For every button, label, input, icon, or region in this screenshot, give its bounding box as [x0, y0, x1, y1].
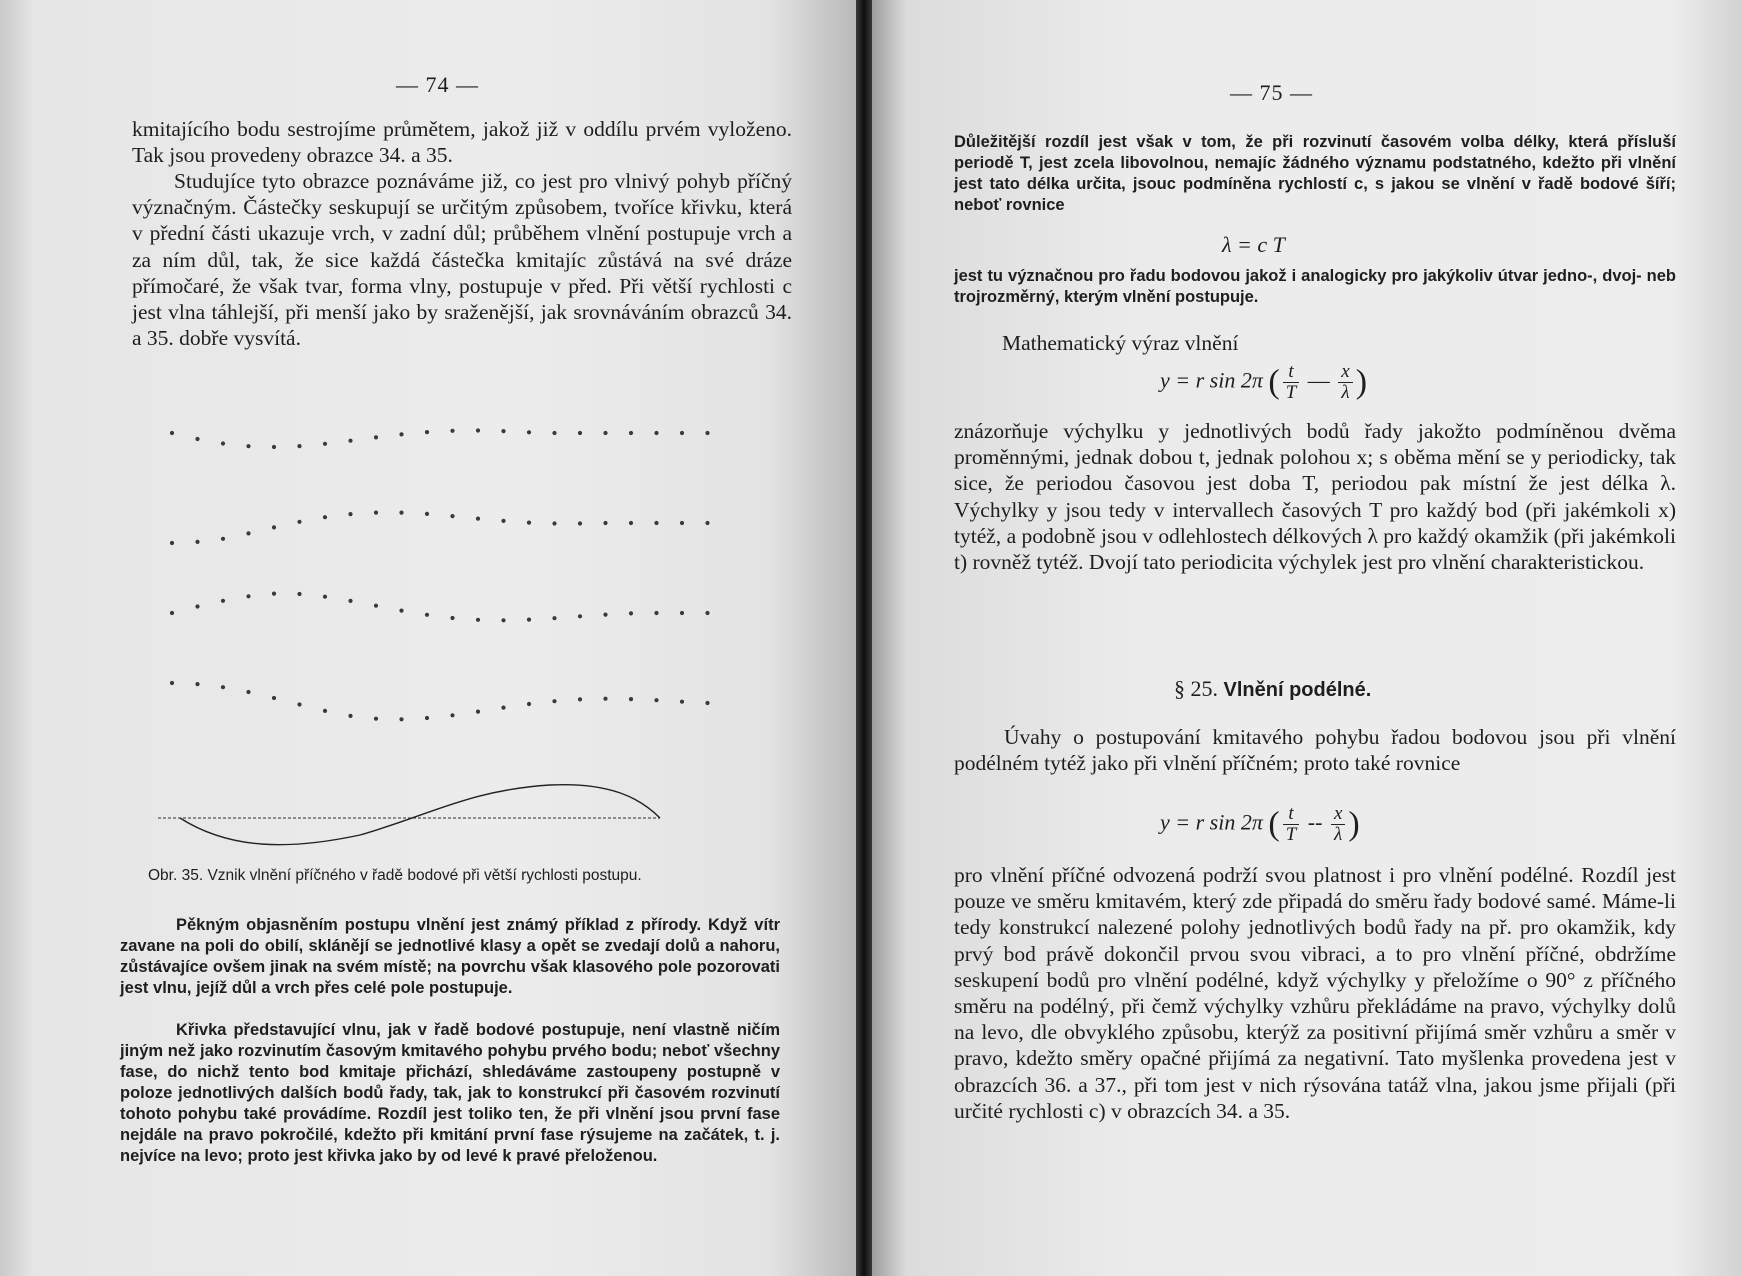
minus-sign: -- [1307, 809, 1323, 835]
wave-point [297, 592, 301, 596]
wave-point [221, 685, 225, 689]
wave-point [399, 511, 403, 515]
fraction-x-over-lambda [1338, 362, 1352, 403]
wave-point [654, 521, 658, 525]
wave-point [552, 699, 556, 703]
numerator-t: t [1283, 804, 1300, 825]
wave-point [629, 521, 633, 525]
wave-point [578, 697, 582, 701]
denominator-T: T [1285, 382, 1297, 403]
wave-point [654, 698, 658, 702]
left-paragraph-1: kmitajícího bodu sestrojíme průmětem, jakož již v oddílu prvém vyloženo. Tak jsou provedeny obrazce 34. a 35. [132, 117, 792, 168]
wave-point [272, 696, 276, 700]
wave-point [425, 716, 429, 720]
wave-point [195, 540, 199, 544]
wave-point [425, 430, 429, 434]
equation-lhs: y = r sin 2π [1160, 367, 1263, 393]
wave-point [374, 604, 378, 608]
wave-point [399, 609, 403, 613]
wave-point [221, 537, 225, 541]
wave-point [603, 697, 607, 701]
wave-point [603, 521, 607, 525]
right-paragraph-3: Mathematický výraz vlnění [1002, 331, 1239, 355]
wave-point [246, 594, 250, 598]
fraction-t-over-T [1283, 804, 1300, 845]
wave-point [246, 444, 250, 448]
figure-caption: Obr. 35. Vznik vlnění příčného v řadě bodové při větší rychlosti postupu. [148, 867, 642, 884]
wave-figure-35 [150, 410, 770, 850]
right-paragraph-1: Důležitější rozdíl jest však v tom, že při rozvinutí časovém volba délky, která přísluší periodě T, jest zcela libovolnou, nemajíc žádného významu podstatného, kdežto při vlnění jest tato délka určita, jsouc podmíněna rychlostí c, s jakou se vlnění v řadě bodové šíří; neboť rovnice [954, 133, 1676, 214]
wave-point [680, 700, 684, 704]
wave-point [680, 611, 684, 615]
right-paragraph-4: znázorňuje výchylku y jednotlivých bodů řady jakožto podmíněnou dvěma proměnnými, jednak dobou t, jednak polohou x; s oběma mění se y periodicky, tak sice, že periodou časovou jest doba T, periodou pak místní že jest délka λ. Výchylky y jsou tedy v intervallech časových T pro každý bod (při jakémkoli x) tytéž, a podobně jsou v odlehlostech délkových λ pro každý okamžik (při jakémkoli t) rovněž tytéž. Dvojí tato periodicita výchylek jest pro vlnění charakteristickou. [954, 419, 1676, 575]
right-paragraph-2: jest tu význačnou pro řadu bodovou jakož i analogicky pro jakýkoliv útvar jedno-, dvoj- neb trojrozměrný, kterým vlnění postupuje. [954, 267, 1676, 306]
wave-point [578, 614, 582, 618]
wave-point [578, 521, 582, 525]
wave-point [527, 430, 531, 434]
left-page [0, 0, 856, 1276]
wave-point [323, 442, 327, 446]
wave-point [705, 521, 709, 525]
section-title: Vlnění podélné. [1223, 679, 1372, 701]
section-number: § 25. [1174, 676, 1218, 701]
wave-point [221, 441, 225, 445]
wave-point [527, 618, 531, 622]
page-number-74: — 74 — [396, 72, 479, 97]
wave-point [603, 613, 607, 617]
book-gutter [856, 0, 872, 1276]
wave-point [323, 709, 327, 713]
denominator-lambda: λ [1334, 824, 1343, 845]
wave-point [399, 432, 403, 436]
wave-equation-1 [1160, 362, 1367, 403]
wave-point [578, 431, 582, 435]
wave-point [705, 611, 709, 615]
wave-point [501, 706, 505, 710]
wave-point [272, 592, 276, 596]
wave-point [323, 595, 327, 599]
wave-point [170, 541, 174, 545]
right-paragraph-5: Úvahy o postupování kmitavého pohybu řadou bodovou jsou při vlnění podélném tytéž jako při vlnění příčném; proto také rovnice [954, 725, 1676, 776]
wave-point [476, 428, 480, 432]
wave-point [374, 717, 378, 721]
wave-point [170, 611, 174, 615]
wave-point [450, 713, 454, 717]
fraction-x-over-lambda [1331, 804, 1345, 845]
wave-point [170, 431, 174, 435]
numerator-x: x [1331, 804, 1345, 825]
wave-point [374, 435, 378, 439]
wave-point [450, 616, 454, 620]
wave-point [629, 697, 633, 701]
wave-point [501, 519, 505, 523]
wave-point [654, 431, 658, 435]
wave-point [501, 429, 505, 433]
wave-point [629, 611, 633, 615]
wave-point [297, 702, 301, 706]
wave-point [476, 618, 480, 622]
numerator-x: x [1338, 362, 1352, 383]
wave-point [629, 431, 633, 435]
wave-point [705, 431, 709, 435]
wave-point [221, 599, 225, 603]
wave-point [527, 521, 531, 525]
right-page [872, 0, 1742, 1276]
wave-point [399, 717, 403, 721]
left-paragraph-2: Studujíce tyto obrazce poznáváme již, co jest pro vlnivý pohyb příčný význačným. Částečky seskupují se určitým způsobem, tvoříce křivku, která v přední části ukazuje vrch, v zadní důl; průběhem vlnění postupuje vrch a za ním důl, tak, že sice každá částečka kmitajíc zůstává na své dráze přímočaré, že však tvar, forma vlny, postupuje v před. Při větší rychlosti c jest vlna táhlejší, při menší jako by sraženější, jak srovnáváním obrazců 34. a 35. dobře vysvítá. [132, 169, 792, 351]
wave-point [552, 616, 556, 620]
left-paren: ( [1268, 805, 1280, 843]
wave-point [348, 714, 352, 718]
wave-point [348, 439, 352, 443]
wave-point [195, 437, 199, 441]
wave-point [297, 520, 301, 524]
numerator-t: t [1283, 362, 1300, 383]
wave-point [476, 710, 480, 714]
wave-point [195, 682, 199, 686]
wave-point [246, 531, 250, 535]
denominator-lambda: λ [1341, 382, 1350, 403]
wave-point [680, 521, 684, 525]
wave-point [705, 701, 709, 705]
wave-point [501, 618, 505, 622]
wave-point [348, 599, 352, 603]
wave-point [246, 690, 250, 694]
left-paren: ( [1268, 363, 1280, 401]
wave-equation-2 [1160, 804, 1360, 845]
wave-curve [180, 785, 660, 845]
wave-point [195, 604, 199, 608]
wave-point [323, 515, 327, 519]
right-paren: ) [1348, 805, 1360, 843]
wave-point [425, 512, 429, 516]
equation-lambda: λ = c T [1222, 232, 1285, 257]
wave-point [680, 431, 684, 435]
wave-point [348, 512, 352, 516]
wave-point [425, 613, 429, 617]
wave-point [552, 521, 556, 525]
wave-point [170, 681, 174, 685]
left-paragraph-3: Pěkným objasněním postupu vlnění jest známý příklad z přírody. Když vítr zavane na poli do obilí, sklánějí se jednotlivé klasy a opět se zvedají dolů a nahoru, zůstávajíce ovšem jinak na svém místě; na povrchu však klasového pole pozorovati jest vlnu, jejíž důl a vrch přes celé pole postupuje. [120, 916, 780, 997]
wave-point [552, 431, 556, 435]
left-paragraph-4: Křivka představující vlnu, jak v řadě bodové postupuje, není vlastně ničím jiným než jako rozvinutím časovým kmitavého pohybu prvého bodu; neboť všechny fase, do nichž tento bod kmitaje přichází, shledáváme zastoupeny postupně v poloze jednotlivých dalších bodů řady, tak, jak to konstrukcí při časovém rozvinutí tohoto pohybu také provádíme. Rozdíl jest toliko ten, že při vlnění jsou první fase nejdále na pravo pokročilé, kdežto při kmitání první fase rýsujeme na začátek, t. j. nejvíce na levo; proto jest křivka jako by od levé k pravé přeloženou. [120, 1021, 780, 1165]
page-number-75: — 75 — [1230, 80, 1313, 105]
wave-point [272, 445, 276, 449]
wave-point [476, 517, 480, 521]
wave-point [272, 525, 276, 529]
wave-point [374, 511, 378, 515]
fraction-t-over-T [1283, 362, 1300, 403]
wave-point [527, 702, 531, 706]
section-heading [1174, 676, 1371, 702]
right-paragraph-6: pro vlnění příčné odvozená podrží svou platnost i pro vlnění podélné. Rozdíl jest pouze ve směru kmitavém, který zde připadá do směru řady bodové samé. Máme-li tedy konstrukcí nalezené polohy jednotlivých bodů řady na př. pro okamžik, kdy prvý bod právě dokončil prvou svou vibraci, a to pro vlnění příčné, obdržíme seskupení bodů pro vlnění podélné, když výchylky y přeložíme o 90° z příčného směru na podélný, při čemž výchylky vzhůru překládáme na pravo, výchylky dolů na levo, dle obvyklého způsobu, kterýž za positivní přijímá směr vzhůru a směr v pravo, kdežto směry opačné přijímá za negativní. Tato myšlenka provedena jest v obrazcích 36. a 37., při tom jest v nich rýsována tatáž vlna, jakou jsme přijali (při určité rychlosti c) v obrazcích 34. a 35. [954, 863, 1676, 1123]
wave-point [450, 514, 454, 518]
equation-lhs: y = r sin 2π [1160, 809, 1263, 835]
wave-point [603, 431, 607, 435]
wave-point [297, 444, 301, 448]
denominator-T: T [1285, 824, 1297, 845]
right-paren: ) [1355, 363, 1368, 401]
wave-point [654, 611, 658, 615]
wave-point [450, 429, 454, 433]
minus-sign: — [1307, 367, 1330, 393]
